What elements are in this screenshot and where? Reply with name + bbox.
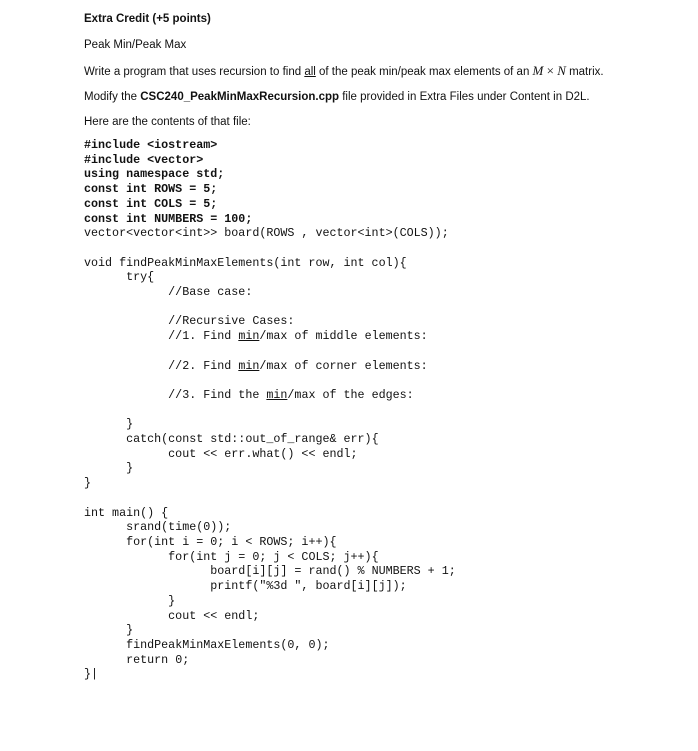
code-line: const int COLS = 5; (84, 196, 218, 211)
modify-paragraph (84, 90, 590, 104)
instruction-paragraph (84, 64, 604, 79)
code-line (168, 388, 414, 402)
instruction-text-3: matrix. (565, 66, 604, 78)
math-times: × (543, 63, 558, 78)
code-line: for(int j = 0; j < COLS; j++){ (168, 549, 379, 564)
code-line: vector<vector<int>> board(ROWS , vector<int>(COLS)); (84, 226, 449, 241)
math-n: N (557, 63, 566, 78)
code-line (168, 329, 428, 343)
code-text: //2. Find (168, 358, 239, 373)
instruction-text-1: Write a program that uses recursion to find (84, 66, 305, 78)
code-line: for(int i = 0; i < ROWS; i++){ (126, 534, 337, 549)
code-line: board[i][j] = rand() % NUMBERS + 1; (210, 564, 456, 579)
instruction-text-2: of the peak min/peak max elements of an (315, 66, 533, 78)
code-line: return 0; (126, 652, 190, 667)
code-line: #include <vector> (84, 152, 204, 167)
code-line: try{ (126, 270, 155, 285)
code-text: min (238, 358, 260, 373)
code-line: //Recursive Cases: (168, 314, 295, 329)
code-line: //Base case: (168, 285, 253, 300)
code-line: } (126, 623, 134, 638)
code-text: min (266, 387, 288, 402)
code-line: const int ROWS = 5; (84, 182, 218, 197)
file-name: CSC240_PeakMinMaxRecursion.cpp (140, 91, 340, 103)
code-text: /max of the edges: (287, 387, 414, 402)
instruction-emphasis: all (304, 66, 316, 78)
code-line: catch(const std::out_of_range& err){ (126, 432, 379, 447)
code-line: cout << err.what() << endl; (168, 446, 358, 461)
code-line: srand(time(0)); (126, 520, 232, 535)
code-line: } (84, 667, 92, 682)
heading: Extra Credit (+5 points) (84, 13, 211, 25)
modify-text-2: file provided in Extra Files under Content in D2L. (339, 91, 590, 103)
code-block (84, 138, 456, 682)
text-cursor: | (91, 667, 99, 682)
code-line: cout << endl; (168, 608, 260, 623)
code-line: findPeakMinMaxElements(0, 0); (126, 637, 330, 652)
code-line: } (168, 593, 176, 608)
code-line: void findPeakMinMaxElements(int row, int col){ (84, 255, 407, 270)
code-line: int main() { (84, 505, 169, 520)
code-line: } (126, 417, 134, 432)
code-line: #include <iostream> (84, 138, 218, 152)
code-text: /max of corner elements: (259, 358, 428, 373)
code-text: //3. Find the (168, 387, 267, 402)
code-text: min (238, 329, 260, 344)
math-m: M (532, 63, 544, 78)
code-line: } (84, 476, 92, 491)
code-text: //1. Find (168, 329, 239, 344)
code-line: } (126, 461, 134, 476)
code-line: printf("%3d ", board[i][j]); (210, 579, 407, 594)
code-line: const int NUMBERS = 100; (84, 211, 253, 226)
code-line (168, 359, 428, 373)
code-text: /max of middle elements: (259, 329, 428, 344)
contents-intro: Here are the contents of that file: (84, 116, 251, 128)
subtitle: Peak Min/Peak Max (84, 39, 187, 51)
code-line: using namespace std; (84, 167, 225, 182)
modify-text-1: Modify the (84, 91, 141, 103)
